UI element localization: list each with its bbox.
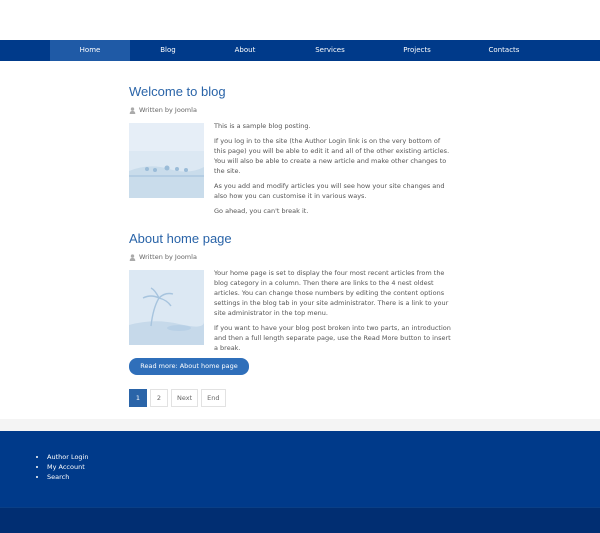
footer-separator: [0, 419, 600, 431]
user-icon: [129, 254, 136, 261]
byline-text: Written by Joomla: [139, 253, 197, 261]
nav-item-projects[interactable]: Projects: [403, 46, 431, 54]
read-more-button[interactable]: Read more: About home page: [129, 358, 249, 375]
nav-item-home[interactable]: Home: [50, 40, 130, 61]
nav-item-blog[interactable]: Blog: [160, 46, 176, 54]
article-body: [214, 121, 454, 221]
page-2-button[interactable]: 2: [150, 389, 168, 407]
article-title[interactable]: Welcome to blog: [129, 84, 226, 99]
pagination: [129, 389, 226, 407]
nav-item-services[interactable]: Services: [315, 46, 345, 54]
user-icon: [129, 107, 136, 114]
article-image: [129, 123, 204, 198]
article-paragraph: This is a sample blog posting.: [214, 122, 311, 130]
footer: [0, 431, 600, 507]
footer-bottom-bar: [0, 507, 600, 533]
top-banner: [0, 0, 600, 40]
article-paragraph: Your home page is set to display the four most recent articles from the blog category in a column. Then there are links to the 4 nest oldest articles. You can change those numbers by editing the content options settings in the blog tab in your site administrator. There is a link to your site administrator in the top menu.: [214, 269, 449, 317]
article-image: [129, 270, 204, 345]
page-1-button[interactable]: 1: [129, 389, 147, 407]
article-byline: [129, 106, 197, 114]
footer-link-author-login[interactable]: • Author Login: [47, 452, 89, 462]
article-byline: [129, 253, 197, 261]
article-body: [214, 268, 454, 358]
next-page-button[interactable]: Next: [171, 389, 198, 407]
article-paragraph: Go ahead, you can't break it.: [214, 207, 309, 215]
byline-text: Written by Joomla: [139, 106, 197, 114]
article-paragraph: If you log in to the site (the Author Login link is on the very bottom of this page) you will be able to edit it and all of the other existing articles. You will also be able to create a new article and make other changes to the site.: [214, 137, 450, 175]
nav-item-contacts[interactable]: Contacts: [488, 46, 520, 54]
nav-item-about[interactable]: About: [234, 46, 256, 54]
footer-link-search[interactable]: • Search: [47, 472, 89, 482]
end-page-button[interactable]: End: [201, 389, 225, 407]
footer-links: [0, 452, 89, 482]
article-paragraph: As you add and modify articles you will see how your site changes and also how you can customise it in various ways.: [214, 182, 445, 200]
footer-link-my-account[interactable]: • My Account: [47, 462, 89, 472]
main-nav: [0, 40, 600, 61]
article-title[interactable]: About home page: [129, 231, 232, 246]
article-paragraph: If you want to have your blog post broken into two parts, an introduction and then a full length separate page, use the Read More button to insert a break.: [214, 324, 451, 352]
